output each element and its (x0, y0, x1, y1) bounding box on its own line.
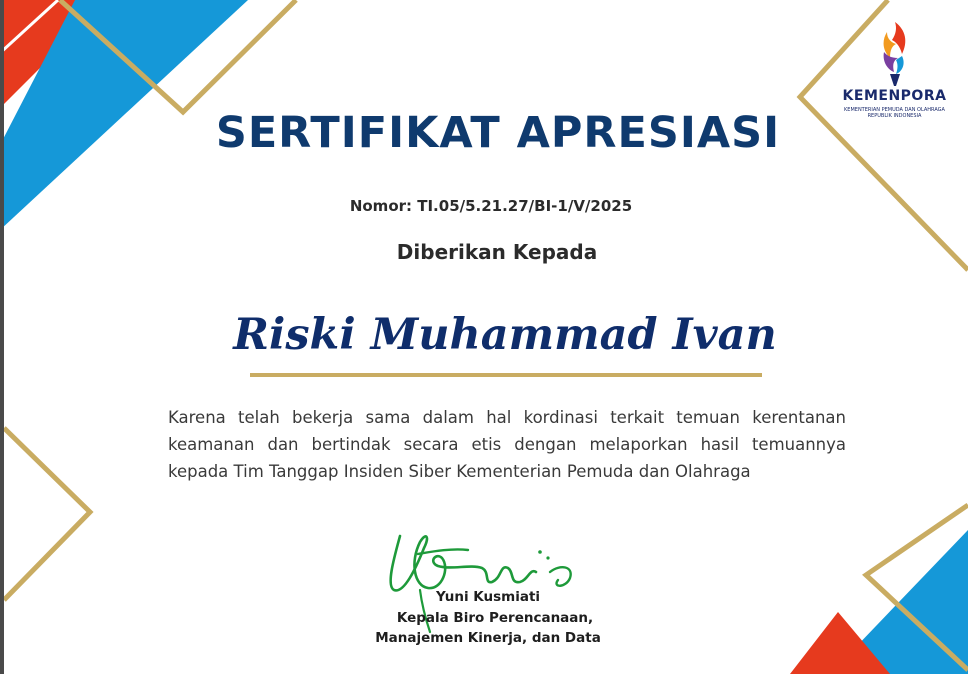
given-to-label: Diberikan Kepada (396, 240, 598, 264)
certificate-title: SERTIFIKAT APRESIASI (215, 108, 781, 158)
torch-flame-icon (832, 18, 957, 88)
logo-subtitle-line1: KEMENTERIAN PEMUDA DAN OLAHRAGA (844, 107, 945, 113)
signatory-role-line2: Manajemen Kinerja, dan Data (375, 630, 601, 646)
recipient-name: Riski Muhammad Ivan (233, 310, 777, 360)
signatory-role-line1: Kepala Biro Perencanaan, (396, 610, 594, 626)
logo-title: KEMENPORA (842, 88, 947, 104)
certificate-body: Karena telah bekerja sama dalam hal kordinasi terkait temuan kerentanan keamanan dan bertindak secara etis dengan melaporkan hasil temuannya kepada Tim Tanggap Insiden Siber Kementerian Pemuda dan Olahraga (168, 408, 846, 481)
logo-subtitle-line2: REPUBLIK INDONESIA (867, 113, 922, 119)
signatory-name: Yuni Kusmiati (435, 589, 541, 605)
gold-chevron-left (4, 428, 90, 600)
certificate-number: Nomor: TI.05/5.21.27/BI-1/V/2025 (349, 197, 633, 215)
recipient-underline (250, 373, 762, 377)
